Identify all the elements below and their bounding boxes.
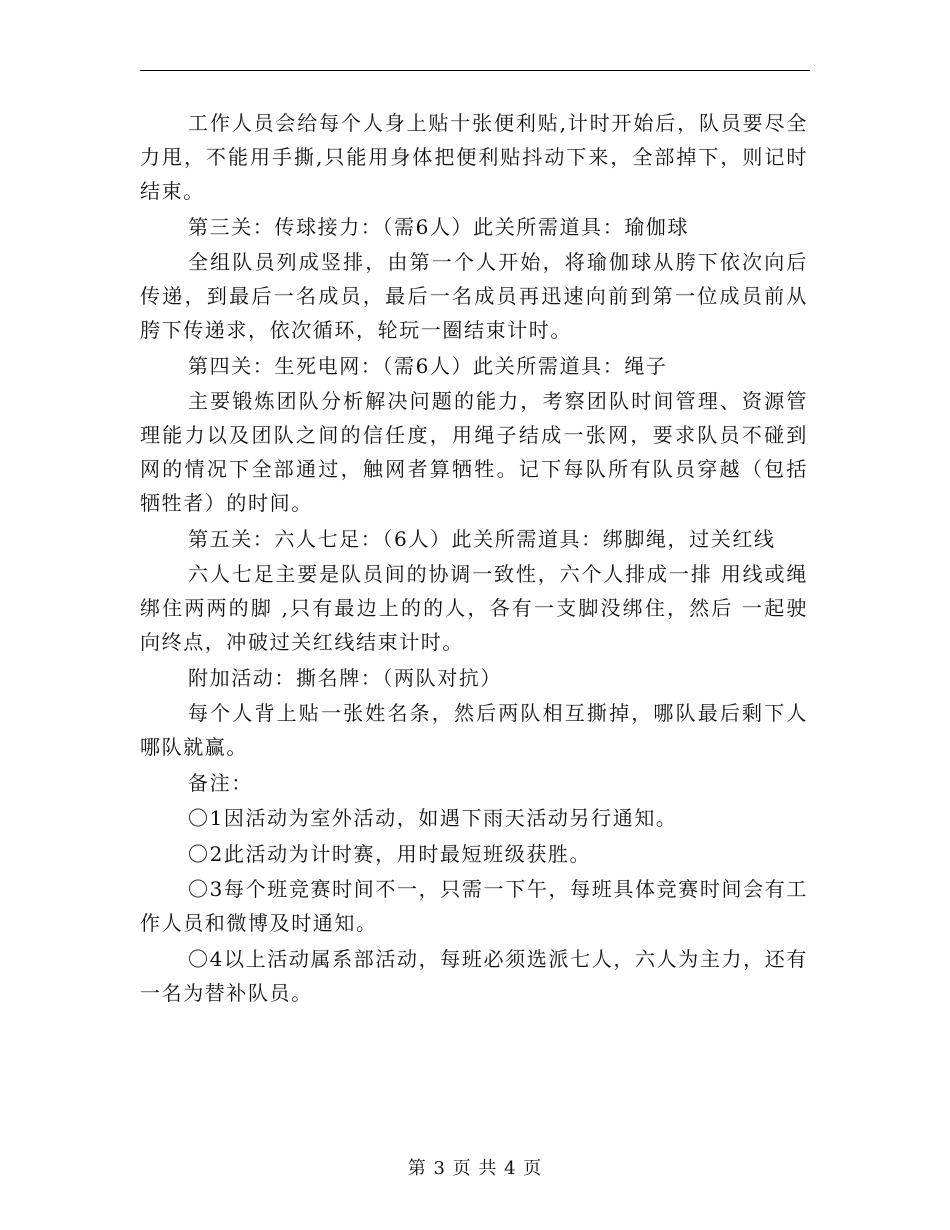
paragraph: 主要锻炼团队分析解决问题的能力，考察团队时间管理、资源管理能力以及团队之间的信任度，用绳子结成一张网，要求队员不碰到网的情况下全部通过，触网者算牺牲。记下每队所有队员穿越（包括牺牲者）的时间。	[140, 389, 808, 515]
section-heading-3: 第三关：传球接力：（需6人）此关所需道具：瑜伽球	[188, 214, 690, 239]
note-item: 〇1因活动为室外活动，如遇下雨天活动另行通知。	[188, 806, 678, 830]
note-item: 〇3每个班竞赛时间不一，只需一下午，每班具体竞赛时间会有工作人员和微博及时通知。	[140, 877, 808, 935]
section-heading-4: 第四关：生死电网：（需6人）此关所需道具：绳子	[188, 353, 668, 378]
notes-heading: 备注：	[188, 770, 253, 795]
section-heading-5: 第五关：六人七足：（6人）此关所需道具：绑脚绳，过关红线	[188, 526, 776, 551]
paragraph: 每个人背上贴一张姓名条，然后两队相互撕掉，哪队最后剩下人哪队就赢。	[140, 701, 808, 759]
paragraph: 六人七足主要是队员间的协调一致性，六个人排成一排 用线或绳绑住两两的脚 ,只有最边上的的人，各有一支脚没绑住，然后 一起驶向终点，冲破过关红线结束计时。	[140, 562, 808, 654]
paragraph: 全组队员列成竖排，由第一个人开始，将瑜伽球从胯下依次向后传递，到最后一名成员，最后一名成员再迅速向前到第一位成员前从胯下传递求，依次循环，轮玩一圈结束计时。	[140, 250, 808, 342]
page-footer: 第 3 页 共 4 页	[407, 1158, 543, 1179]
paragraph: 工作人员会给每个人身上贴十张便利贴,计时开始后，队员要尽全力甩，不能用手撕,只能用身体把便利贴抖动下来，全部掉下，则记时结束。	[140, 111, 808, 203]
note-item: 〇4以上活动属系部活动，每班必须选派七人，六人为主力，还有一名为替补队员。	[140, 946, 808, 1005]
header-rule	[140, 70, 810, 71]
section-heading-extra: 附加活动：撕名牌：（两队对抗）	[188, 665, 502, 690]
note-item: 〇2此活动为计时赛，用时最短班级获胜。	[188, 841, 592, 866]
document-body	[140, 106, 808, 1011]
